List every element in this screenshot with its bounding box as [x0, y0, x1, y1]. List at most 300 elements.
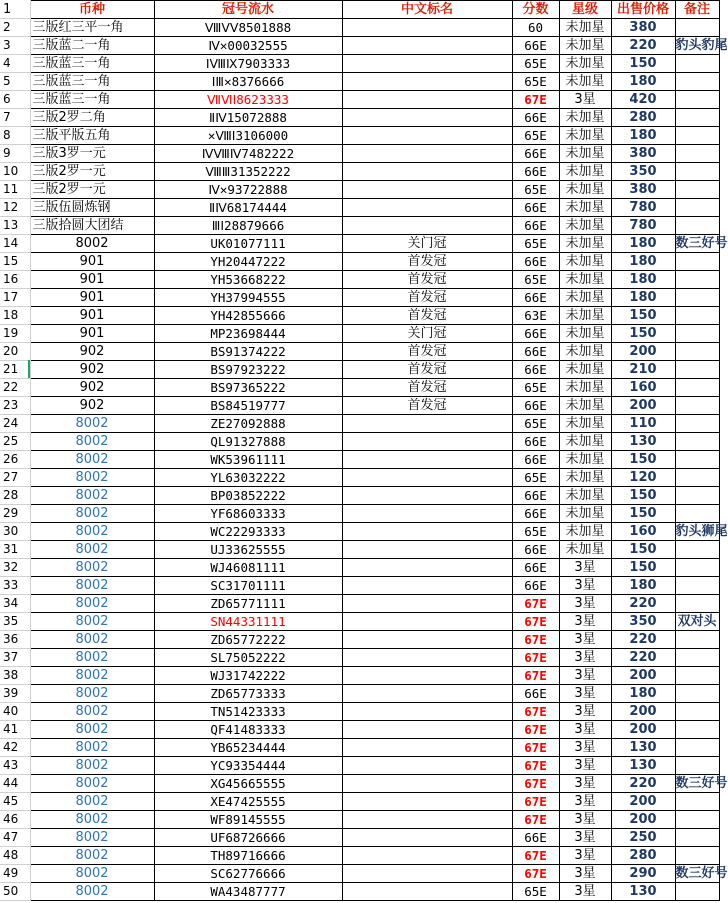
- cell-score[interactable]: 67E: [512, 739, 559, 757]
- cell-score[interactable]: 67E: [512, 595, 559, 613]
- cell-serial[interactable]: QL91327888: [154, 433, 342, 451]
- cell-score[interactable]: 66E: [512, 685, 559, 703]
- cell-note[interactable]: [675, 163, 719, 181]
- cell-note[interactable]: [675, 55, 719, 73]
- cell-type[interactable]: 三版2罗一元: [30, 163, 154, 181]
- row-number[interactable]: 29: [0, 505, 30, 523]
- row-number[interactable]: 9: [0, 145, 30, 163]
- cell-note[interactable]: [675, 181, 719, 199]
- cell-cn-label[interactable]: [342, 865, 512, 883]
- cell-stars[interactable]: 未加星: [559, 145, 611, 163]
- cell-cn-label[interactable]: [342, 505, 512, 523]
- cell-stars[interactable]: 未加星: [559, 433, 611, 451]
- cell-stars[interactable]: 未加星: [559, 361, 611, 379]
- cell-type[interactable]: 8002: [30, 631, 154, 649]
- cell-score[interactable]: 66E: [512, 559, 559, 577]
- cell-stars[interactable]: 3星: [559, 613, 611, 631]
- cell-price[interactable]: 180: [611, 577, 675, 595]
- cell-stars[interactable]: 未加星: [559, 181, 611, 199]
- cell-note[interactable]: 双对头: [675, 613, 719, 631]
- cell-cn-label[interactable]: [342, 883, 512, 901]
- cell-stars[interactable]: 未加星: [559, 505, 611, 523]
- cell-note[interactable]: [675, 847, 719, 865]
- row-number[interactable]: 16: [0, 271, 30, 289]
- cell-cn-label[interactable]: [342, 181, 512, 199]
- cell-score[interactable]: 66E: [512, 109, 559, 127]
- cell-note[interactable]: [675, 649, 719, 667]
- cell-note[interactable]: [675, 541, 719, 559]
- cell-stars[interactable]: 3星: [559, 559, 611, 577]
- cell-score[interactable]: 65E: [512, 379, 559, 397]
- cell-score[interactable]: 65E: [512, 415, 559, 433]
- cell-cn-label[interactable]: 首发冠: [342, 379, 512, 397]
- cell-type[interactable]: 8002: [30, 667, 154, 685]
- cell-price[interactable]: 180: [611, 127, 675, 145]
- cell-price[interactable]: 220: [611, 595, 675, 613]
- cell-note[interactable]: [675, 793, 719, 811]
- cell-type[interactable]: 902: [30, 379, 154, 397]
- cell-cn-label[interactable]: [342, 631, 512, 649]
- cell-score[interactable]: 66E: [512, 199, 559, 217]
- cell-score[interactable]: 66E: [512, 577, 559, 595]
- cell-note[interactable]: [675, 667, 719, 685]
- row-number[interactable]: 48: [0, 847, 30, 865]
- cell-cn-label[interactable]: 首发冠: [342, 253, 512, 271]
- cell-serial[interactable]: TH89716666: [154, 847, 342, 865]
- cell-score[interactable]: 66E: [512, 145, 559, 163]
- cell-type[interactable]: 8002: [30, 235, 154, 253]
- cell-type[interactable]: 8002: [30, 829, 154, 847]
- cell-stars[interactable]: 3星: [559, 811, 611, 829]
- row-number[interactable]: 46: [0, 811, 30, 829]
- cell-score[interactable]: 66E: [512, 451, 559, 469]
- cell-cn-label[interactable]: 关门冠: [342, 325, 512, 343]
- cell-cn-label[interactable]: [342, 613, 512, 631]
- cell-note[interactable]: [675, 703, 719, 721]
- cell-serial[interactable]: ⅠⅧⅨ7903333: [154, 55, 342, 73]
- cell-note[interactable]: [675, 811, 719, 829]
- row-number[interactable]: 5: [0, 73, 30, 91]
- cell-serial[interactable]: SC31701111: [154, 577, 342, 595]
- row-number[interactable]: 22: [0, 379, 30, 397]
- cell-score[interactable]: 65E: [512, 55, 559, 73]
- cell-cn-label[interactable]: [342, 577, 512, 595]
- row-number[interactable]: 15: [0, 253, 30, 271]
- row-number[interactable]: 23: [0, 397, 30, 415]
- cell-serial[interactable]: YC93354444: [154, 757, 342, 775]
- cell-note[interactable]: [675, 451, 719, 469]
- cell-price[interactable]: 290: [611, 865, 675, 883]
- cell-stars[interactable]: 3星: [559, 703, 611, 721]
- cell-stars[interactable]: 未加星: [559, 343, 611, 361]
- cell-price[interactable]: 180: [611, 289, 675, 307]
- cell-type[interactable]: 8002: [30, 649, 154, 667]
- cell-stars[interactable]: 3星: [559, 757, 611, 775]
- cell-score[interactable]: 66E: [512, 541, 559, 559]
- cell-note[interactable]: 数三好号: [675, 776, 728, 791]
- cell-cn-label[interactable]: [342, 199, 512, 217]
- cell-type[interactable]: 902: [30, 343, 154, 361]
- cell-cn-label[interactable]: [342, 127, 512, 145]
- cell-type[interactable]: 8002: [30, 685, 154, 703]
- cell-score[interactable]: 65E: [512, 127, 559, 145]
- row-number[interactable]: 30: [0, 523, 30, 541]
- cell-serial[interactable]: WC22293333: [154, 523, 342, 541]
- row-number[interactable]: 32: [0, 559, 30, 577]
- row-number[interactable]: 35: [0, 613, 30, 631]
- cell-serial[interactable]: WK53961111: [154, 451, 342, 469]
- cell-serial[interactable]: SC62776666: [154, 865, 342, 883]
- cell-type[interactable]: 8002: [30, 487, 154, 505]
- cell-note[interactable]: [675, 487, 719, 505]
- cell-note[interactable]: [675, 559, 719, 577]
- cell-price[interactable]: 150: [611, 541, 675, 559]
- row-number[interactable]: 25: [0, 433, 30, 451]
- cell-score[interactable]: 67E: [512, 793, 559, 811]
- cell-score[interactable]: 67E: [512, 721, 559, 739]
- cell-price[interactable]: 180: [611, 271, 675, 289]
- cell-cn-label[interactable]: [342, 847, 512, 865]
- cell-note[interactable]: [675, 469, 719, 487]
- cell-serial[interactable]: BS84519777: [154, 397, 342, 415]
- header-note[interactable]: 备注: [675, 1, 719, 19]
- cell-type[interactable]: 8002: [30, 559, 154, 577]
- cell-stars[interactable]: 未加星: [559, 55, 611, 73]
- cell-stars[interactable]: 未加星: [559, 127, 611, 145]
- cell-stars[interactable]: 未加星: [559, 73, 611, 91]
- cell-note[interactable]: [675, 829, 719, 847]
- row-number[interactable]: 13: [0, 217, 30, 235]
- cell-cn-label[interactable]: [342, 523, 512, 541]
- cell-price[interactable]: 200: [611, 397, 675, 415]
- cell-serial[interactable]: XE47425555: [154, 793, 342, 811]
- cell-type[interactable]: 8002: [30, 865, 154, 883]
- cell-serial[interactable]: YL63032222: [154, 469, 342, 487]
- cell-serial[interactable]: ⅠⅢ✕8376666: [154, 73, 342, 91]
- cell-note[interactable]: [675, 325, 719, 343]
- cell-cn-label[interactable]: [342, 37, 512, 55]
- cell-note[interactable]: [675, 19, 719, 37]
- cell-price[interactable]: 150: [611, 307, 675, 325]
- cell-score[interactable]: 66E: [512, 829, 559, 847]
- cell-stars[interactable]: 3星: [559, 883, 611, 901]
- cell-cn-label[interactable]: [342, 217, 512, 235]
- row-number[interactable]: 50: [0, 883, 30, 901]
- cell-stars[interactable]: 未加星: [559, 451, 611, 469]
- cell-note[interactable]: [675, 361, 719, 379]
- cell-type[interactable]: 8002: [30, 451, 154, 469]
- cell-stars[interactable]: 未加星: [559, 163, 611, 181]
- row-number[interactable]: 41: [0, 721, 30, 739]
- cell-note[interactable]: [675, 253, 719, 271]
- cell-cn-label[interactable]: [342, 685, 512, 703]
- cell-price[interactable]: 130: [611, 433, 675, 451]
- cell-stars[interactable]: 未加星: [559, 235, 611, 253]
- cell-cn-label[interactable]: [342, 649, 512, 667]
- cell-price[interactable]: 130: [611, 739, 675, 757]
- cell-price[interactable]: 120: [611, 469, 675, 487]
- cell-price[interactable]: 350: [611, 613, 675, 631]
- cell-type[interactable]: 8002: [30, 739, 154, 757]
- cell-type[interactable]: 8002: [30, 883, 154, 901]
- cell-cn-label[interactable]: [342, 829, 512, 847]
- row-number[interactable]: 7: [0, 109, 30, 127]
- cell-score[interactable]: 66E: [512, 343, 559, 361]
- cell-price[interactable]: 280: [611, 109, 675, 127]
- cell-type[interactable]: 三版2罗二角: [30, 109, 154, 127]
- cell-cn-label[interactable]: 首发冠: [342, 289, 512, 307]
- cell-cn-label[interactable]: [342, 757, 512, 775]
- cell-serial[interactable]: YF68603333: [154, 505, 342, 523]
- cell-cn-label[interactable]: [342, 163, 512, 181]
- cell-stars[interactable]: 3星: [559, 775, 611, 793]
- cell-cn-label[interactable]: [342, 793, 512, 811]
- cell-score[interactable]: 60: [512, 19, 559, 37]
- cell-type[interactable]: 8002: [30, 847, 154, 865]
- cell-cn-label[interactable]: [342, 109, 512, 127]
- cell-stars[interactable]: 未加星: [559, 253, 611, 271]
- row-number[interactable]: 2: [0, 19, 30, 37]
- row-number[interactable]: 43: [0, 757, 30, 775]
- row-number[interactable]: 21: [0, 361, 30, 379]
- cell-price[interactable]: 280: [611, 847, 675, 865]
- row-number[interactable]: 49: [0, 865, 30, 883]
- cell-cn-label[interactable]: [342, 415, 512, 433]
- cell-serial[interactable]: ⅡⅣ68174444: [154, 199, 342, 217]
- cell-type[interactable]: 三版伍圆炼钢: [30, 199, 154, 217]
- cell-serial[interactable]: WJ31742222: [154, 667, 342, 685]
- cell-note[interactable]: [675, 397, 719, 415]
- cell-price[interactable]: 150: [611, 559, 675, 577]
- cell-type[interactable]: 901: [30, 253, 154, 271]
- cell-cn-label[interactable]: [342, 433, 512, 451]
- cell-stars[interactable]: 3星: [559, 631, 611, 649]
- cell-score[interactable]: 67E: [512, 703, 559, 721]
- cell-serial[interactable]: YH42855666: [154, 307, 342, 325]
- cell-note[interactable]: [675, 109, 719, 127]
- cell-price[interactable]: 180: [611, 685, 675, 703]
- cell-cn-label[interactable]: [342, 667, 512, 685]
- cell-serial[interactable]: BS97365222: [154, 379, 342, 397]
- cell-type[interactable]: 902: [30, 361, 154, 379]
- cell-price[interactable]: 130: [611, 757, 675, 775]
- row-number[interactable]: 37: [0, 649, 30, 667]
- cell-stars[interactable]: 未加星: [559, 397, 611, 415]
- row-number[interactable]: 26: [0, 451, 30, 469]
- cell-cn-label[interactable]: [342, 775, 512, 793]
- cell-note[interactable]: [675, 91, 719, 109]
- cell-serial[interactable]: YH53668222: [154, 271, 342, 289]
- cell-price[interactable]: 220: [611, 37, 675, 55]
- cell-cn-label[interactable]: [342, 559, 512, 577]
- cell-stars[interactable]: 未加星: [559, 19, 611, 37]
- cell-type[interactable]: 8002: [30, 703, 154, 721]
- cell-score[interactable]: 67E: [512, 631, 559, 649]
- cell-stars[interactable]: 3星: [559, 685, 611, 703]
- cell-price[interactable]: 380: [611, 181, 675, 199]
- cell-stars[interactable]: 3星: [559, 595, 611, 613]
- cell-score[interactable]: 65E: [512, 235, 559, 253]
- cell-type[interactable]: 三版拾圆大团结: [30, 217, 154, 235]
- cell-price[interactable]: 200: [611, 343, 675, 361]
- cell-price[interactable]: 200: [611, 667, 675, 685]
- header-cn-label[interactable]: 中文标名: [342, 1, 512, 19]
- cell-type[interactable]: 8002: [30, 721, 154, 739]
- cell-note[interactable]: [675, 343, 719, 361]
- cell-stars[interactable]: 3星: [559, 667, 611, 685]
- cell-type[interactable]: 902: [30, 397, 154, 415]
- cell-type[interactable]: 三版蓝三一角: [30, 55, 154, 73]
- cell-score[interactable]: 67E: [512, 649, 559, 667]
- cell-serial[interactable]: ⅡⅣ15072888: [154, 109, 342, 127]
- header-score[interactable]: 分数: [512, 1, 559, 19]
- cell-serial[interactable]: BS97923222: [154, 361, 342, 379]
- cell-score[interactable]: 66E: [512, 37, 559, 55]
- cell-note[interactable]: 豹头狮尾: [675, 524, 728, 539]
- header-type[interactable]: 币种: [30, 1, 154, 19]
- cell-cn-label[interactable]: 首发冠: [342, 361, 512, 379]
- row-number[interactable]: 17: [0, 289, 30, 307]
- cell-score[interactable]: 66E: [512, 361, 559, 379]
- cell-note[interactable]: [675, 433, 719, 451]
- cell-note[interactable]: [675, 595, 719, 613]
- cell-price[interactable]: 200: [611, 811, 675, 829]
- cell-serial[interactable]: ZE27092888: [154, 415, 342, 433]
- cell-serial[interactable]: YH20447222: [154, 253, 342, 271]
- cell-note[interactable]: [675, 739, 719, 757]
- cell-note[interactable]: [675, 145, 719, 163]
- cell-note[interactable]: [675, 127, 719, 145]
- cell-score[interactable]: 65E: [512, 523, 559, 541]
- header-price[interactable]: 出售价格: [611, 1, 675, 19]
- cell-note[interactable]: [675, 757, 719, 775]
- cell-cn-label[interactable]: [342, 145, 512, 163]
- cell-cn-label[interactable]: [342, 811, 512, 829]
- cell-score[interactable]: 65E: [512, 469, 559, 487]
- cell-price[interactable]: 150: [611, 55, 675, 73]
- cell-price[interactable]: 220: [611, 631, 675, 649]
- cell-serial[interactable]: QF41483333: [154, 721, 342, 739]
- cell-serial[interactable]: XG45665555: [154, 775, 342, 793]
- cell-serial[interactable]: UF68726666: [154, 829, 342, 847]
- cell-type[interactable]: 8002: [30, 523, 154, 541]
- cell-stars[interactable]: 3星: [559, 91, 611, 109]
- cell-serial[interactable]: UJ33625555: [154, 541, 342, 559]
- cell-type[interactable]: 8002: [30, 577, 154, 595]
- cell-serial[interactable]: TN51423333: [154, 703, 342, 721]
- cell-type[interactable]: 8002: [30, 469, 154, 487]
- cell-price[interactable]: 160: [611, 523, 675, 541]
- cell-serial[interactable]: UK01077111: [154, 235, 342, 253]
- cell-serial[interactable]: SN44331111: [154, 613, 342, 631]
- row-number[interactable]: 38: [0, 667, 30, 685]
- cell-type[interactable]: 8002: [30, 415, 154, 433]
- cell-serial[interactable]: Ⅳ✕00032555: [154, 37, 342, 55]
- cell-type[interactable]: 三版蓝二一角: [30, 37, 154, 55]
- row-number[interactable]: 42: [0, 739, 30, 757]
- cell-serial[interactable]: YB65234444: [154, 739, 342, 757]
- cell-serial[interactable]: ZD65772222: [154, 631, 342, 649]
- cell-score[interactable]: 66E: [512, 163, 559, 181]
- cell-stars[interactable]: 未加星: [559, 307, 611, 325]
- cell-price[interactable]: 210: [611, 361, 675, 379]
- cell-type[interactable]: 三版2罗一元: [30, 181, 154, 199]
- cell-price[interactable]: 380: [611, 145, 675, 163]
- cell-stars[interactable]: 未加星: [559, 379, 611, 397]
- cell-price[interactable]: 420: [611, 91, 675, 109]
- cell-type[interactable]: 三版红三平一角: [30, 19, 154, 37]
- cell-price[interactable]: 150: [611, 451, 675, 469]
- cell-stars[interactable]: 3星: [559, 577, 611, 595]
- cell-score[interactable]: 67E: [512, 865, 559, 883]
- cell-note[interactable]: [675, 415, 719, 433]
- cell-price[interactable]: 160: [611, 379, 675, 397]
- cell-stars[interactable]: 未加星: [559, 487, 611, 505]
- cell-note[interactable]: [675, 883, 719, 901]
- cell-stars[interactable]: 未加星: [559, 217, 611, 235]
- cell-type[interactable]: 三版蓝三一角: [30, 91, 154, 109]
- row-number[interactable]: 44: [0, 775, 30, 793]
- cell-stars[interactable]: 未加星: [559, 415, 611, 433]
- cell-cn-label[interactable]: [342, 721, 512, 739]
- cell-serial[interactable]: ✕ⅧⅠ3106000: [154, 127, 342, 145]
- cell-cn-label[interactable]: [342, 487, 512, 505]
- cell-stars[interactable]: 3星: [559, 793, 611, 811]
- cell-stars[interactable]: 未加星: [559, 199, 611, 217]
- cell-price[interactable]: 220: [611, 775, 675, 793]
- header-serial[interactable]: 冠号流水: [154, 1, 342, 19]
- cell-price[interactable]: 250: [611, 829, 675, 847]
- cell-score[interactable]: 63E: [512, 307, 559, 325]
- cell-stars[interactable]: 3星: [559, 649, 611, 667]
- cell-score[interactable]: 65E: [512, 883, 559, 901]
- cell-serial[interactable]: MP23698444: [154, 325, 342, 343]
- cell-note[interactable]: [675, 289, 719, 307]
- cell-type[interactable]: 8002: [30, 811, 154, 829]
- cell-cn-label[interactable]: [342, 55, 512, 73]
- cell-stars[interactable]: 3星: [559, 847, 611, 865]
- row-number[interactable]: 8: [0, 127, 30, 145]
- cell-stars[interactable]: 3星: [559, 739, 611, 757]
- cell-type[interactable]: 8002: [30, 541, 154, 559]
- cell-price[interactable]: 180: [611, 73, 675, 91]
- cell-serial[interactable]: YH37994555: [154, 289, 342, 307]
- cell-serial[interactable]: ZD65771111: [154, 595, 342, 613]
- cell-price[interactable]: 150: [611, 505, 675, 523]
- row-number[interactable]: 14: [0, 235, 30, 253]
- cell-cn-label[interactable]: [342, 73, 512, 91]
- cell-note[interactable]: [675, 505, 719, 523]
- row-number[interactable]: 12: [0, 199, 30, 217]
- cell-price[interactable]: 350: [611, 163, 675, 181]
- cell-score[interactable]: 65E: [512, 271, 559, 289]
- cell-price[interactable]: 180: [611, 235, 675, 253]
- cell-score[interactable]: 67E: [512, 613, 559, 631]
- row-number[interactable]: 20: [0, 343, 30, 361]
- cell-serial[interactable]: WA43487777: [154, 883, 342, 901]
- row-number[interactable]: 47: [0, 829, 30, 847]
- cell-type[interactable]: 8002: [30, 793, 154, 811]
- cell-score[interactable]: 67E: [512, 811, 559, 829]
- row-number[interactable]: 1: [0, 1, 30, 19]
- row-number[interactable]: 39: [0, 685, 30, 703]
- cell-serial[interactable]: ZD65773333: [154, 685, 342, 703]
- row-number[interactable]: 34: [0, 595, 30, 613]
- row-number[interactable]: 31: [0, 541, 30, 559]
- cell-type[interactable]: 901: [30, 307, 154, 325]
- row-number[interactable]: 40: [0, 703, 30, 721]
- cell-type[interactable]: 8002: [30, 775, 154, 793]
